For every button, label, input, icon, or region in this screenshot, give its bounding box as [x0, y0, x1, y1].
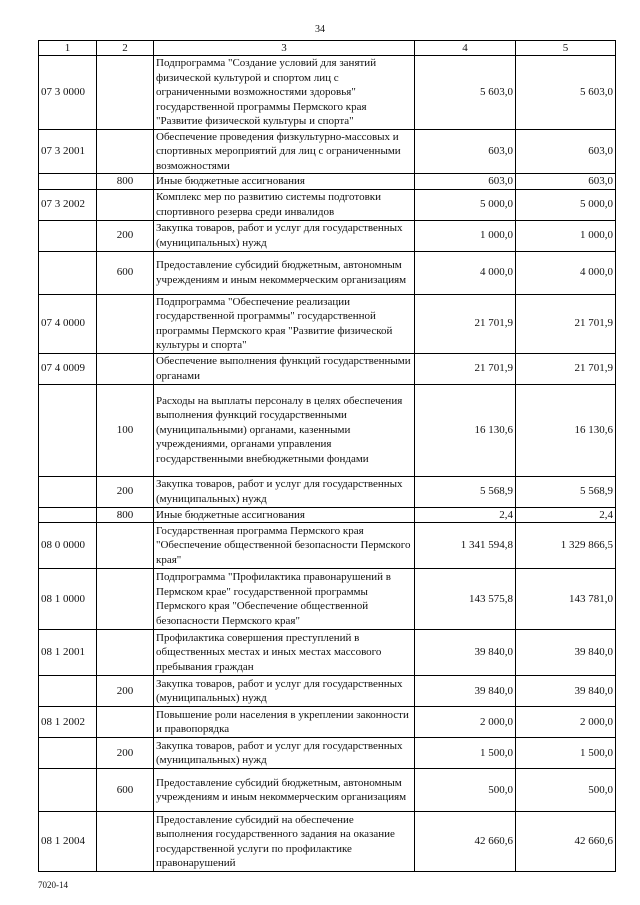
- amount-2-cell: 42 660,6: [516, 812, 616, 872]
- amount-2-cell: 1 500,0: [516, 738, 616, 769]
- amount-1-cell: 2 000,0: [415, 707, 516, 738]
- table-row: [39, 630, 616, 676]
- expense-code-cell: [39, 507, 97, 523]
- table-row: [39, 56, 616, 130]
- expense-name-cell: Подпрограмма "Создание условий для занятий физической культурой и спортом лиц с ограниченными возможностями здоровья" государственной программы Пермского края "Развитие физической культуры и спорта": [154, 56, 415, 130]
- amount-2-cell: 39 840,0: [516, 676, 616, 707]
- amount-2-cell: 39 840,0: [516, 630, 616, 676]
- expense-code-cell: 08 1 2001: [39, 630, 97, 676]
- expense-name-cell: Закупка товаров, работ и услуг для государственных (муниципальных) нужд: [154, 676, 415, 707]
- expense-type-cell: [97, 630, 154, 676]
- amount-1-cell: 5 568,9: [415, 476, 516, 507]
- expense-code-cell: [39, 220, 97, 251]
- amount-1-cell: 5 603,0: [415, 56, 516, 130]
- expense-code-cell: [39, 769, 97, 812]
- expense-type-cell: [97, 707, 154, 738]
- amount-1-cell: 1 000,0: [415, 220, 516, 251]
- expense-type-cell: 600: [97, 769, 154, 812]
- amount-1-cell: 4 000,0: [415, 251, 516, 294]
- amount-2-cell: 2 000,0: [516, 707, 616, 738]
- expense-name-cell: Иные бюджетные ассигнования: [154, 507, 415, 523]
- amount-2-cell: 1 329 866,5: [516, 523, 616, 569]
- amount-1-cell: 21 701,9: [415, 294, 516, 353]
- column-header: 4: [415, 41, 516, 56]
- expense-name-cell: Комплекс мер по развитию системы подготовки спортивного резерва среди инвалидов: [154, 189, 415, 220]
- expense-code-cell: [39, 676, 97, 707]
- table-body: [39, 56, 616, 872]
- expense-name-cell: Предоставление субсидий бюджетным, автономным учреждениям и иным некоммерческим организациям: [154, 251, 415, 294]
- column-header: 5: [516, 41, 616, 56]
- expense-type-cell: 600: [97, 251, 154, 294]
- table-row: [39, 251, 616, 294]
- amount-2-cell: 2,4: [516, 507, 616, 523]
- expense-name-cell: Подпрограмма "Профилактика правонарушений в Пермском крае" государственной программы Пермского края "Обеспечение общественной безопасности Пермского края": [154, 569, 415, 630]
- budget-table: [38, 40, 616, 872]
- expense-name-cell: Расходы на выплаты персоналу в целях обеспечения выполнения функций государственными (муниципальными) органами, казенными учреждениями, органами управления государственными внебюджетными фондами: [154, 384, 415, 476]
- amount-2-cell: 5 000,0: [516, 189, 616, 220]
- table-row: [39, 738, 616, 769]
- amount-2-cell: 16 130,6: [516, 384, 616, 476]
- table-row: [39, 812, 616, 872]
- amount-2-cell: 4 000,0: [516, 251, 616, 294]
- expense-type-cell: [97, 353, 154, 384]
- expense-type-cell: 200: [97, 476, 154, 507]
- expense-code-cell: [39, 251, 97, 294]
- amount-1-cell: 1 500,0: [415, 738, 516, 769]
- expense-code-cell: [39, 738, 97, 769]
- amount-1-cell: 143 575,8: [415, 569, 516, 630]
- amount-2-cell: 21 701,9: [516, 294, 616, 353]
- amount-1-cell: 500,0: [415, 769, 516, 812]
- expense-name-cell: Закупка товаров, работ и услуг для государственных (муниципальных) нужд: [154, 476, 415, 507]
- expense-code-cell: [39, 476, 97, 507]
- expense-name-cell: Обеспечение проведения физкультурно-массовых и спортивных мероприятий для лиц с ограниченными возможностями: [154, 129, 415, 174]
- expense-name-cell: Обеспечение выполнения функций государственными органами: [154, 353, 415, 384]
- expense-type-cell: 100: [97, 384, 154, 476]
- expense-code-cell: 07 3 0000: [39, 56, 97, 130]
- amount-2-cell: 5 568,9: [516, 476, 616, 507]
- table-row: [39, 707, 616, 738]
- expense-type-cell: [97, 56, 154, 130]
- column-header: 1: [39, 41, 97, 56]
- expense-type-cell: [97, 129, 154, 174]
- expense-type-cell: [97, 812, 154, 872]
- amount-1-cell: 603,0: [415, 174, 516, 190]
- expense-name-cell: Предоставление субсидий на обеспечение выполнения государственного задания на оказание государственной услуги по профилактике правонарушений: [154, 812, 415, 872]
- expense-name-cell: Повышение роли населения в укреплении законности и правопорядка: [154, 707, 415, 738]
- expense-code-cell: 08 0 0000: [39, 523, 97, 569]
- amount-1-cell: 1 341 594,8: [415, 523, 516, 569]
- table-row: [39, 569, 616, 630]
- expense-type-cell: 800: [97, 174, 154, 190]
- table-row: [39, 523, 616, 569]
- document-code: 7020-14: [38, 880, 68, 890]
- amount-1-cell: 603,0: [415, 129, 516, 174]
- amount-1-cell: 16 130,6: [415, 384, 516, 476]
- expense-code-cell: [39, 174, 97, 190]
- expense-name-cell: Иные бюджетные ассигнования: [154, 174, 415, 190]
- expense-code-cell: 07 4 0009: [39, 353, 97, 384]
- page-number: 34: [315, 24, 325, 35]
- expense-type-cell: [97, 523, 154, 569]
- expense-name-cell: Профилактика совершения преступлений в общественных местах и иных местах массового пребывания граждан: [154, 630, 415, 676]
- table-row: [39, 220, 616, 251]
- expense-code-cell: 08 1 2002: [39, 707, 97, 738]
- expense-code-cell: 07 3 2001: [39, 129, 97, 174]
- amount-2-cell: 143 781,0: [516, 569, 616, 630]
- table-row: [39, 294, 616, 353]
- expense-type-cell: 200: [97, 220, 154, 251]
- expense-code-cell: 07 3 2002: [39, 189, 97, 220]
- table-row: [39, 476, 616, 507]
- amount-1-cell: 5 000,0: [415, 189, 516, 220]
- amount-2-cell: 603,0: [516, 174, 616, 190]
- expense-type-cell: 800: [97, 507, 154, 523]
- expense-type-cell: [97, 569, 154, 630]
- expense-code-cell: 08 1 2004: [39, 812, 97, 872]
- expense-code-cell: 07 4 0000: [39, 294, 97, 353]
- expense-name-cell: Предоставление субсидий бюджетным, автономным учреждениям и иным некоммерческим организациям: [154, 769, 415, 812]
- amount-1-cell: 39 840,0: [415, 630, 516, 676]
- table-row: [39, 189, 616, 220]
- column-header: 3: [154, 41, 415, 56]
- expense-type-cell: 200: [97, 738, 154, 769]
- expense-name-cell: Подпрограмма "Обеспечение реализации государственной программы" государственной программы Пермского края "Развитие физической культуры и спорта": [154, 294, 415, 353]
- amount-2-cell: 21 701,9: [516, 353, 616, 384]
- amount-2-cell: 603,0: [516, 129, 616, 174]
- table-row: [39, 129, 616, 174]
- amount-2-cell: 500,0: [516, 769, 616, 812]
- table-row: [39, 353, 616, 384]
- amount-2-cell: 5 603,0: [516, 56, 616, 130]
- expense-code-cell: 08 1 0000: [39, 569, 97, 630]
- table-header-row: [39, 41, 616, 56]
- amount-2-cell: 1 000,0: [516, 220, 616, 251]
- table-row: [39, 384, 616, 476]
- expense-type-cell: [97, 294, 154, 353]
- column-header: 2: [97, 41, 154, 56]
- amount-1-cell: 39 840,0: [415, 676, 516, 707]
- expense-type-cell: [97, 189, 154, 220]
- amount-1-cell: 21 701,9: [415, 353, 516, 384]
- table-row: [39, 507, 616, 523]
- expense-code-cell: [39, 384, 97, 476]
- expense-name-cell: Государственная программа Пермского края "Обеспечение общественной безопасности Пермского края": [154, 523, 415, 569]
- table-row: [39, 676, 616, 707]
- amount-1-cell: 2,4: [415, 507, 516, 523]
- expense-name-cell: Закупка товаров, работ и услуг для государственных (муниципальных) нужд: [154, 220, 415, 251]
- table-row: [39, 769, 616, 812]
- expense-type-cell: 200: [97, 676, 154, 707]
- amount-1-cell: 42 660,6: [415, 812, 516, 872]
- table-row: [39, 174, 616, 190]
- expense-name-cell: Закупка товаров, работ и услуг для государственных (муниципальных) нужд: [154, 738, 415, 769]
